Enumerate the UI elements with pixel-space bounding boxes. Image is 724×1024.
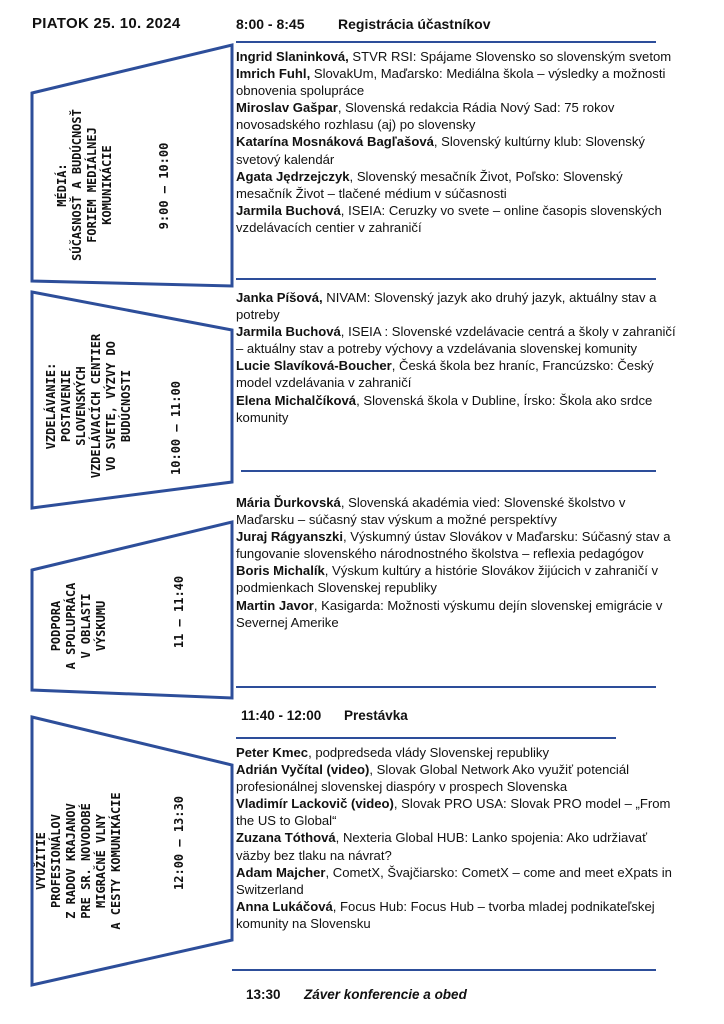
session-1-label: MÉDIÁ: SÚČASNOSŤ A BUDÚCNOSŤ FORIEM MEDIÁLNEJ KOMUNIKÁCIE bbox=[55, 109, 114, 261]
talk-item: Anna Lukáčová, Focus Hub: Focus Hub – tvorba mladej podnikateľskej komunity na Slovensku bbox=[236, 898, 655, 931]
talk-item: Zuzana Tóthová, Nexteria Global HUB: Lanko spojenia: Ako udržiavať väzby bez tlaku na návrat? bbox=[236, 830, 647, 863]
talk-item: Jarmila Buchová, ISEIA : Slovenské vzdelávacie centrá a školy v zahraničí – aktuálny stav a potreby výchovy a vzdelávania slovenskej komunity bbox=[236, 324, 676, 357]
talk-item: Ingrid Slaninková, STVR RSI: Spájame Slovensko so slovenským svetom bbox=[236, 49, 672, 64]
talk-item: Martin Javor, Kasigarda: Možnosti výskumu dejín slovenskej emigrácie v Severnej Amerike bbox=[236, 597, 663, 630]
session-1-talks bbox=[236, 48, 676, 236]
registration-title: Registrácia účastníkov bbox=[338, 16, 491, 32]
divider-3 bbox=[241, 470, 656, 472]
registration-time: 8:00 - 8:45 bbox=[236, 16, 305, 32]
divider-6 bbox=[232, 969, 656, 971]
session-4-label: VYUŽITIE PROFESIONÁLOV Z RADOV KRAJANOV PRE SR. NOVODOBÉ MIGRAČNÉ VLNY A CESTY KOMUNIKÁCIE bbox=[34, 792, 123, 930]
session-2-talks bbox=[236, 289, 676, 426]
talk-item: Juraj Rágyanszki, Výskumný ústav Slovákov v Maďarsku: Súčasný stav a fungovanie slovenského národnostného školstva – reflexia pedagógov bbox=[236, 529, 671, 562]
session-2-label: VZDELÁVANIE: POSTAVENIE SLOVENSKÝCH VZDELÁVACÍCH CENTIER VO SVETE, VÝZVY DO BUDÚCNOSTI bbox=[44, 333, 133, 479]
session-2-time: 10:00 – 11:00 bbox=[169, 381, 183, 475]
date-heading: PIATOK 25. 10. 2024 bbox=[32, 15, 181, 32]
talk-item: Vladimír Lackovič (video), Slovak PRO USA: Slovak PRO model – „From the US to Global“ bbox=[236, 796, 671, 829]
session-4-talks bbox=[236, 744, 676, 932]
talk-item: Agata Jędrzejczyk, Slovenský mesačník Život, Poľsko: Slovenský mesačník Život – tlačené médium v súčasnosti bbox=[236, 168, 623, 201]
talk-item: Janka Píšová, NIVAM: Slovenský jazyk ako druhý jazyk, aktuálny stav a potreby bbox=[236, 290, 657, 323]
closing-time: 13:30 bbox=[246, 987, 281, 1002]
talk-item: Imrich Fuhl, SlovakUm, Maďarsko: Mediálna škola – výsledky a možnosti obnovenia spolupráce bbox=[236, 66, 666, 99]
session-3-label: PODPORA A SPOLUPRÁCA V OBLASTI VÝSKUMU bbox=[49, 582, 108, 670]
talk-item: Adrián Vyčítal (video), Slovak Global Network Ako využiť potenciál profesionálnej slovenskej diaspóry v prospech Slovenska bbox=[236, 762, 630, 795]
session-4-time: 12:00 – 13:30 bbox=[172, 796, 186, 890]
session-3-time: 11 – 11:40 bbox=[172, 575, 186, 649]
break-title: Prestávka bbox=[344, 708, 408, 723]
break-time: 11:40 - 12:00 bbox=[241, 708, 322, 723]
closing-title: Záver konferencie a obed bbox=[304, 987, 467, 1002]
talk-item: Miroslav Gašpar, Slovenská redakcia Rádia Nový Sad: 75 rokov novosadského rozhlasu (aj) po slovensky bbox=[236, 100, 615, 133]
talk-item: Jarmila Buchová, ISEIA: Ceruzky vo svete – online časopis slovenských vzdelávacích centier v zahraničí bbox=[236, 202, 662, 235]
talk-item: Elena Michalčíková, Slovenská škola v Dubline, Írsko: Škola ako srdce komunity bbox=[236, 392, 653, 425]
talk-item: Adam Majcher, CometX, Švajčiarsko: CometX – come and meet eXpats in Switzerland bbox=[236, 864, 672, 897]
talk-item: Katarína Mosnáková Bagľašová, Slovenský kultúrny klub: Slovenský svetový kalendár bbox=[236, 134, 645, 167]
divider-1 bbox=[236, 41, 656, 43]
talk-item: Peter Kmec, podpredseda vlády Slovenskej republiky bbox=[236, 745, 549, 760]
divider-4 bbox=[236, 686, 656, 688]
divider-5 bbox=[236, 737, 616, 739]
session-3-talks bbox=[236, 494, 676, 631]
divider-2 bbox=[236, 278, 656, 280]
session-1-time: 9:00 – 10:00 bbox=[157, 142, 171, 230]
talk-item: Lucie Slavíková-Boucher, Česká škola bez hraníc, Francúzsko: Český model vzdelávania v zahraničí bbox=[236, 358, 654, 391]
talk-item: Boris Michalík, Výskum kultúry a histórie Slovákov žijúcich v zahraničí v podmienkach Slovenskej republiky bbox=[236, 563, 659, 596]
talk-item: Mária Ďurkovská, Slovenská akadémia vied: Slovenské školstvo v Maďarsku – súčasný stav výskum a možné perspektívy bbox=[236, 495, 626, 528]
